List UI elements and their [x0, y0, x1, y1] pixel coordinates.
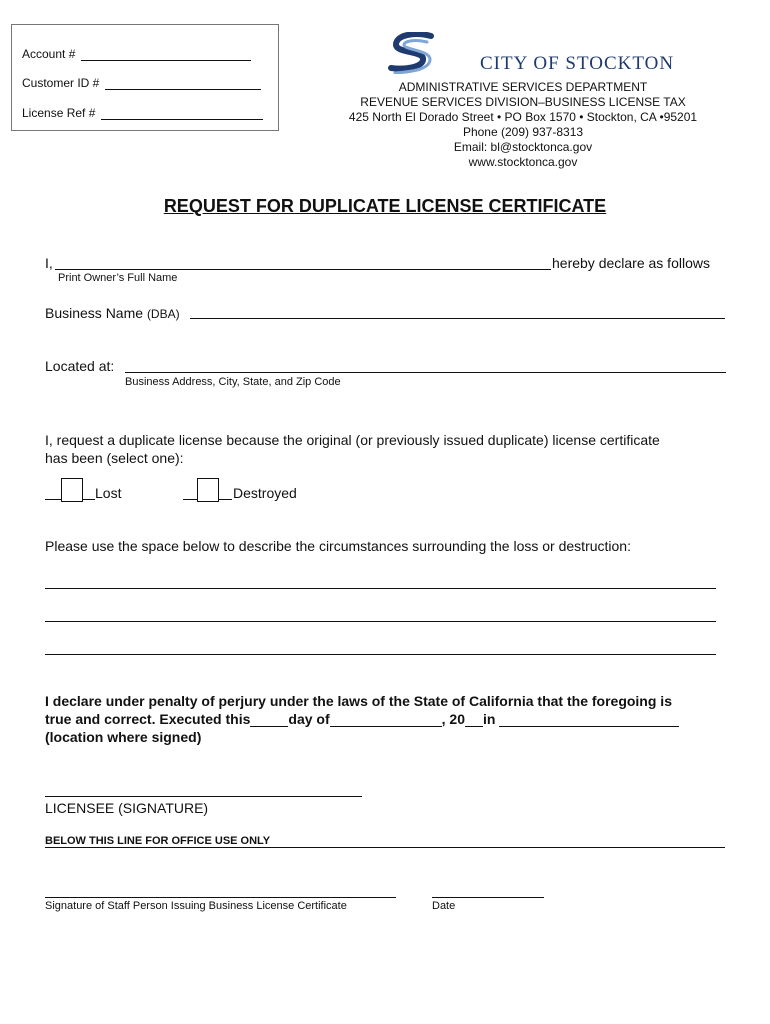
customer-id-row	[22, 76, 261, 90]
executed-location-field[interactable]	[499, 712, 679, 727]
department-name: ADMINISTRATIVE SERVICES DEPARTMENT	[398, 80, 648, 94]
business-address-caption: Business Address, City, State, and Zip Code	[125, 376, 341, 388]
lost-checkbox[interactable]	[61, 478, 83, 502]
account-number-field[interactable]	[81, 48, 251, 61]
staff-signature-field[interactable]	[45, 897, 396, 898]
reason-text-line2: has been (select one):	[45, 450, 184, 466]
owner-prefix: I,	[45, 255, 53, 271]
destroyed-underline-left	[183, 499, 197, 500]
division-name: REVENUE SERVICES DIVISION–BUSINESS LICENSE TAX	[360, 95, 686, 109]
customer-id-label: Customer ID #	[22, 76, 100, 90]
office-phone: Phone (209) 937-8313	[462, 125, 584, 139]
date-label: Date	[432, 900, 456, 912]
office-website: www.stocktonca.gov	[468, 155, 578, 169]
office-email: Email: bl@stocktonca.gov	[453, 140, 593, 154]
declaration-executed-text: true and correct. Executed this	[45, 711, 251, 727]
city-of-stockton-logo-icon	[387, 32, 437, 74]
business-name-label	[45, 305, 180, 321]
reason-text-line1: I, request a duplicate license because the original (or previously issued duplicate) license certificate	[45, 432, 660, 448]
description-line-1[interactable]	[45, 588, 716, 589]
owner-declare-text: hereby declare as follows	[552, 255, 710, 271]
licensee-signature-field[interactable]	[45, 796, 362, 797]
office-address: 425 North El Dorado Street • PO Box 1570 • Stockton, CA •95201	[348, 110, 698, 124]
license-ref-field[interactable]	[101, 107, 263, 120]
declaration-day-of-text: day of	[288, 711, 330, 727]
owner-name-caption: Print Owner’s Full Name	[58, 272, 178, 284]
license-ref-row	[22, 106, 263, 120]
customer-id-field[interactable]	[105, 77, 261, 90]
lost-underline-left	[45, 499, 61, 500]
account-info-box	[11, 24, 279, 131]
declaration-year-prefix: , 20	[441, 711, 465, 727]
executed-month-field[interactable]	[330, 712, 442, 727]
lost-underline-right	[83, 499, 95, 500]
account-number-label: Account #	[22, 47, 76, 61]
staff-signature-label: Signature of Staff Person Issuing Business License Certificate	[45, 900, 347, 912]
describe-prompt: Please use the space below to describe the circumstances surrounding the loss or destruction:	[45, 538, 631, 554]
description-line-2[interactable]	[45, 621, 716, 622]
office-use-heading: BELOW THIS LINE FOR OFFICE USE ONLY	[45, 835, 271, 847]
account-number-row	[22, 47, 251, 61]
licensee-signature-label: LICENSEE (SIGNATURE)	[45, 800, 209, 816]
license-ref-label: License Ref #	[22, 106, 96, 120]
declaration-line2	[45, 711, 679, 727]
owner-name-field[interactable]	[55, 269, 551, 270]
destroyed-checkbox[interactable]	[197, 478, 219, 502]
destroyed-underline-right	[219, 499, 232, 500]
declaration-line1: I declare under penalty of perjury under the laws of the State of California that the foregoing is	[45, 693, 672, 709]
office-use-divider	[45, 847, 725, 848]
business-address-field[interactable]	[125, 372, 726, 373]
city-name: CITY OF STOCKTON	[480, 53, 675, 74]
located-at-label: Located at:	[45, 358, 115, 374]
business-name-field[interactable]	[190, 318, 725, 319]
business-dba-text: (DBA)	[146, 307, 180, 321]
executed-year-field[interactable]	[465, 712, 483, 727]
form-title: REQUEST FOR DUPLICATE LICENSE CERTIFICATE	[163, 196, 607, 216]
destroyed-option-label: Destroyed	[233, 485, 297, 501]
declaration-line3: (location where signed)	[45, 729, 202, 745]
description-line-3[interactable]	[45, 654, 716, 655]
executed-day-field[interactable]	[250, 712, 288, 727]
declaration-in-text: in	[483, 711, 496, 727]
business-name-text: Business Name	[45, 305, 144, 321]
date-field[interactable]	[432, 897, 544, 898]
lost-option-label: Lost	[95, 485, 122, 501]
